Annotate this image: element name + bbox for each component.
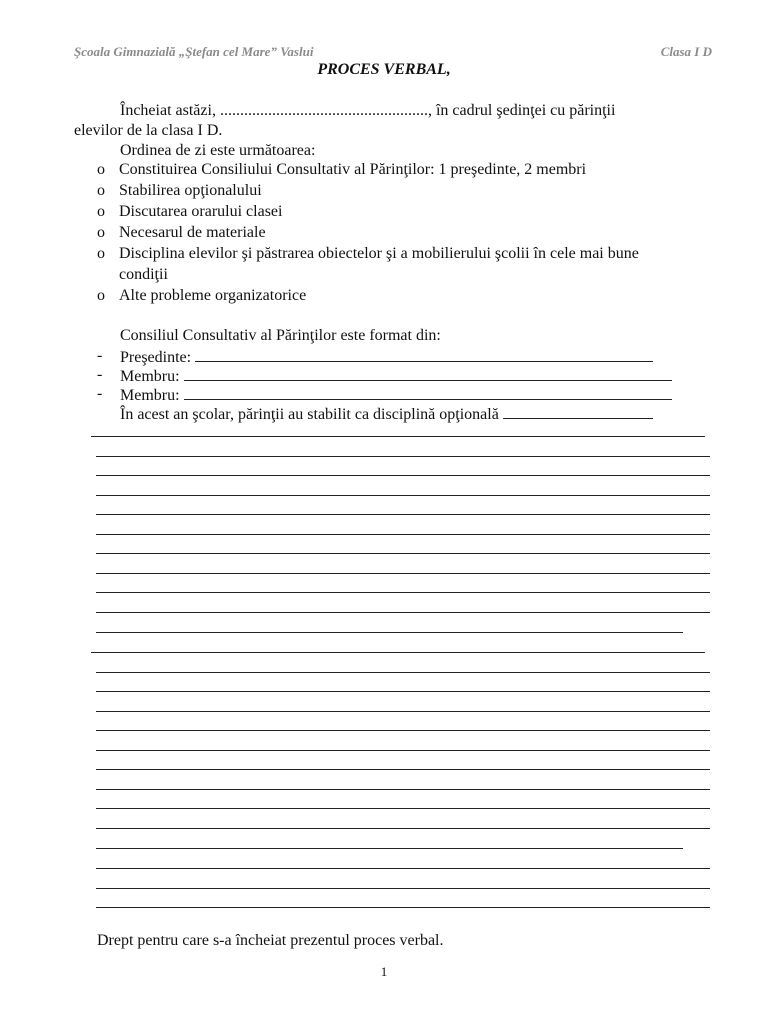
agenda-item-label: Constituirea Consiliului Consultativ al Părinţilor: 1 preşedinte, 2 membri <box>119 161 587 178</box>
writing-line <box>96 848 683 849</box>
council-member-label: Membru: <box>120 368 180 385</box>
agenda-item-label: Necesarul de materiale <box>119 224 266 241</box>
writing-line <box>96 456 710 457</box>
closing-statement: Drept pentru care s-a încheiat prezentul proces verbal. <box>97 932 444 949</box>
writing-line <box>96 592 710 593</box>
writing-line <box>96 730 710 731</box>
bullet-icon: o <box>97 224 105 241</box>
writing-line <box>96 769 710 770</box>
writing-line <box>96 750 710 751</box>
agenda-item-label: Disciplina elevilor şi păstrarea obiectelor şi a mobilierului şcolii în cele mai bune <box>119 245 639 262</box>
writing-line <box>96 632 683 633</box>
dash-marker: - <box>97 385 103 402</box>
class-name: Clasa I D <box>660 44 712 59</box>
writing-line <box>96 514 710 515</box>
agenda-item-label: condiţii <box>119 266 168 283</box>
agenda-item-label: Alte probleme organizatorice <box>119 287 307 304</box>
council-heading: Consiliul Consultativ al Părinţilor este format din: <box>120 327 441 344</box>
bullet-icon: o <box>97 182 105 199</box>
agenda-heading: Ordinea de zi este următoarea: <box>120 142 316 159</box>
writing-line <box>96 573 710 574</box>
page-number: 1 <box>380 964 388 979</box>
bullet-icon: o <box>97 245 105 262</box>
writing-line <box>96 534 710 535</box>
fill-in-line <box>503 403 653 419</box>
writing-line <box>96 828 710 829</box>
fill-in-line <box>184 384 672 400</box>
writing-line <box>96 789 710 790</box>
fill-in-line <box>184 365 672 381</box>
writing-line <box>96 907 710 908</box>
fill-in-line <box>195 346 653 362</box>
writing-line <box>96 495 710 496</box>
writing-line <box>96 553 710 554</box>
agenda-item-label: Stabilirea opţionalului <box>119 182 262 199</box>
page-header <box>74 44 712 62</box>
document-title: PROCES VERBAL, <box>317 61 451 78</box>
bullet-icon: o <box>97 203 105 220</box>
writing-line <box>96 888 710 889</box>
council-member-label: Membru: <box>120 387 180 404</box>
bullet-icon: o <box>97 161 105 178</box>
intro-line-1: Încheiat astăzi, ...................................................., în cadrul şedinţei cu părinţii <box>120 102 616 119</box>
writing-line <box>96 475 710 476</box>
writing-line <box>91 652 705 653</box>
dash-marker: - <box>97 347 103 364</box>
dash-marker: - <box>97 366 103 383</box>
writing-line <box>91 436 705 437</box>
writing-line <box>96 711 710 712</box>
agenda-item-label: Discutarea orarului clasei <box>119 203 283 220</box>
writing-line <box>96 868 710 869</box>
school-name: Şcoala Gimnazială „Ştefan cel Mare” Vaslui <box>74 44 314 59</box>
optional-subject-line <box>120 403 653 425</box>
writing-line <box>96 612 710 613</box>
council-member-label: Preşedinte: <box>120 349 192 366</box>
intro-line-2: elevilor de la clasa I D. <box>74 122 223 139</box>
bullet-icon: o <box>97 287 105 304</box>
writing-line <box>96 672 710 673</box>
writing-line <box>96 691 710 692</box>
optional-subject-text: În acest an şcolar, părinţii au stabilit ca disciplină opţională <box>120 406 499 423</box>
writing-line <box>96 808 710 809</box>
